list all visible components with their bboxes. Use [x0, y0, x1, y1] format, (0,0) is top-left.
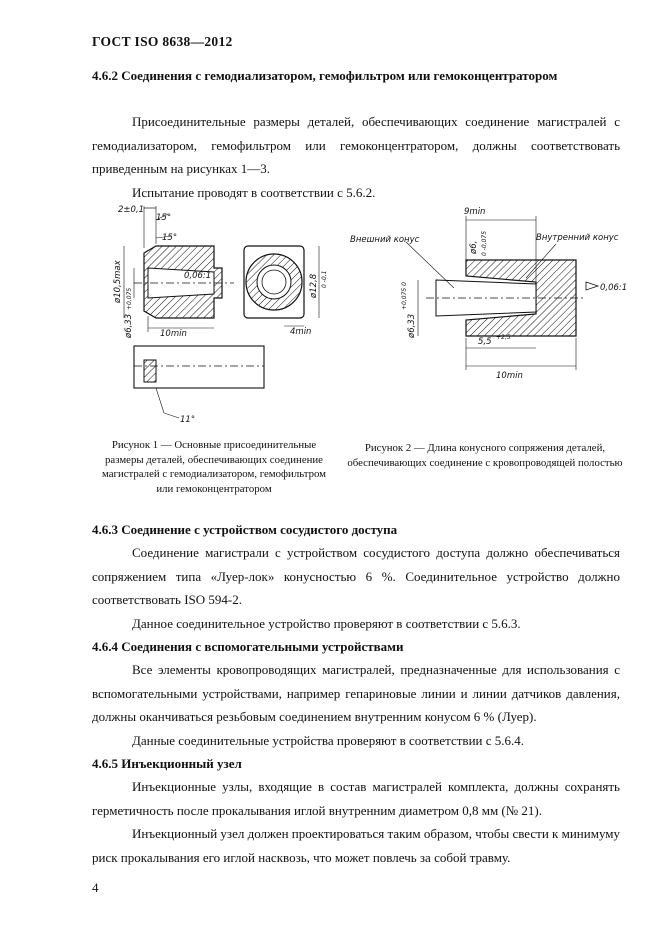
- fig2-label-length: 10min: [496, 371, 523, 381]
- fig2-label-inner-cone: Внутренний конус: [536, 233, 619, 243]
- fig1-label-angle2: 15°: [162, 233, 178, 243]
- fig2-label-depth: 5,5: [478, 337, 492, 347]
- fig2-label-dia-small-tol: 0 -0,075: [481, 230, 488, 256]
- fig1-label-dia-outer: ø12,8: [309, 273, 319, 298]
- paragraph-4-6-5-b: Инъекционный узел должен проектироваться таким образом, чтобы свести к минимуму риск прокалывания его иглой насквозь, что может повлечь за собой травму.: [92, 826, 620, 865]
- fig1-label-angle3: 11°: [180, 415, 196, 425]
- figure-2-drawing: [346, 198, 634, 388]
- paragraph-4-6-5-a: Инъекционные узлы, входящие в состав магистралей комплекта, должны сохранять герметичность после прокалывания иглой внутренним диаметром 0,8 мм (№ 21).: [92, 779, 620, 818]
- fig1-label-dia-inner: ø6,33: [124, 313, 134, 338]
- fig1-label-roundness: 0,06:1: [184, 271, 212, 281]
- paragraph-4-6-4-a: Все элементы кровопроводящих магистралей, предназначенные для использования с вспомогательными устройствами, например гепариновые линии и линии датчиков давления, должны оканчиваться резьбовым соединением внутренним конусом 6 % (Луер).: [92, 662, 620, 724]
- heading-4-6-4: 4.6.4 Соединения с вспомогательными устройствами: [92, 639, 404, 654]
- paragraph-4-6-2-b: Испытание проводят в соответствии с 5.6.2.: [132, 185, 376, 200]
- fig2-label-dia-large: ø6,33: [407, 313, 417, 338]
- fig1-label-angle1: 15°: [156, 213, 172, 223]
- heading-4-6-2: 4.6.2 Соединения с гемодиализатором, гемофильтром или гемоконцентратором: [92, 68, 558, 83]
- heading-4-6-5: 4.6.5 Инъекционный узел: [92, 756, 242, 771]
- paragraph-4-6-2-a: Присоединительные размеры деталей, обеспечивающих соединение магистралей с гемодиализатором, гемофильтром или гемоконцентратором, должны соответствовать приведенным на рисунках 1—3.: [92, 114, 620, 176]
- fig2-label-outer-cone: Внешний конус: [350, 235, 420, 245]
- fig1-label-length: 10min: [160, 329, 187, 339]
- paragraph-4-6-3-a: Соединение магистрали с устройством сосудистого доступа должно обеспечиваться сопряжением типа «Луер-лок» конусностью 6 %. Соединительное устройство должно соответствовать ISO 594-2.: [92, 545, 620, 607]
- figure-2-caption: Рисунок 2 — Длина конусного сопряжения деталей, обеспечивающих соединение с кровопроводящей полостью: [347, 442, 623, 469]
- heading-4-6-3: 4.6.3 Соединение с устройством сосудистого доступа: [92, 522, 398, 537]
- page-number: 4: [92, 880, 99, 895]
- fig1-label-dia-outer-tol: 0 -0,1: [321, 270, 328, 288]
- fig2-label-depth-tol: +2,5: [496, 334, 511, 341]
- fig1-label-dia-inner-tol: +0,075: [126, 287, 133, 310]
- figure-1-drawing: [104, 198, 334, 430]
- fig1-label-dia-max: ø10,5max: [113, 260, 123, 303]
- fig2-label-taper: 0,06:1: [600, 283, 628, 293]
- fig1-label-width: 4min: [290, 327, 312, 337]
- document-code: ГОСТ ISO 8638—2012: [92, 34, 233, 49]
- figure-1-caption: Рисунок 1 — Основные присоединительные размеры деталей, обеспечивающих соединение магистралей с гемодиализатором, гемофильтром или гемоконцентратором: [102, 439, 326, 495]
- fig1-label-top-dim: 2±0,1: [118, 205, 145, 215]
- fig2-label-top-dim: 9min: [464, 207, 486, 217]
- paragraph-4-6-4-b: Данные соединительные устройства проверяют в соответствии с 5.6.4.: [132, 733, 525, 748]
- fig2-label-dia-small: ø6,: [469, 240, 479, 254]
- paragraph-4-6-3-b: Данное соединительное устройство проверяют в соответствии с 5.6.3.: [132, 616, 521, 631]
- fig2-label-dia-large-tol: +0,075 0: [401, 282, 408, 310]
